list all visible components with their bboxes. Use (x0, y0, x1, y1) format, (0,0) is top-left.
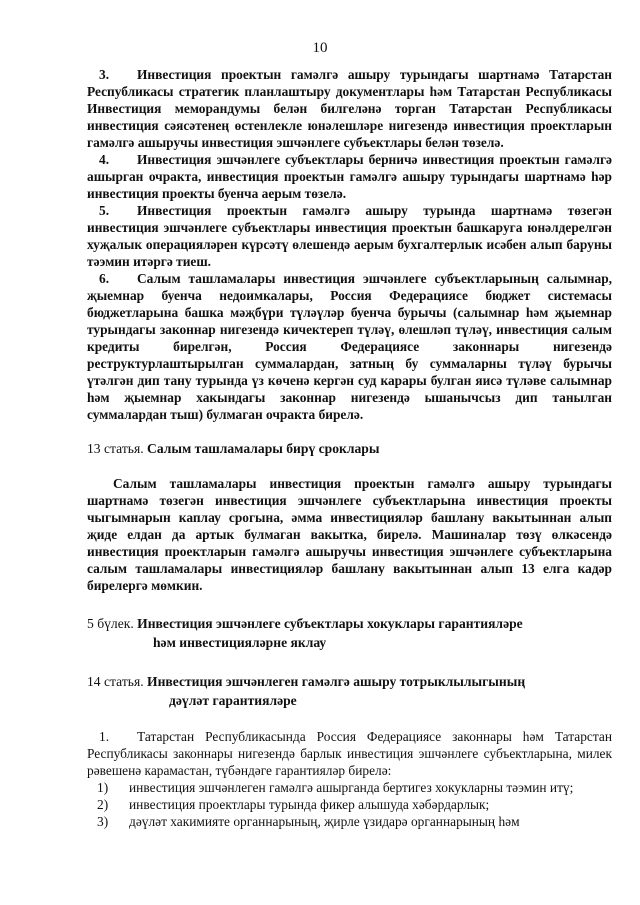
list-item (87, 779, 612, 796)
article-title: Салым ташламалары бирү сроклары (147, 441, 380, 456)
paragraph-text: Инвестиция эшчәнлеге субъектлары берничә инвестиция проектын гамәлгә ашырган очракта, инвестиция проектын гамәлгә ашыру турындагы шартнамә һәр инвестиция проекты буенча аерым төзелә. (87, 152, 612, 201)
list-item (87, 796, 612, 813)
section-5-heading (87, 614, 612, 652)
list-text: дәүләт хакимияте органнарының, җирле үзидарә органнарының һәм (129, 814, 520, 829)
article-13-heading (87, 441, 612, 457)
article-label: 14 статья. (87, 674, 144, 689)
paragraph-text: Салым ташламалары инвестиция эшчәнлеге субъектларының салымнар, җыемнар буенча недоимкалары, Россия Федерациясе бюджет системасы бюджетларына башка мәҗбүри түләүләр буенча бурычы (салымнар һәм җыемнар турындагы законнар нигезендә кичектереп түләү, өлешләп түләү, инвестиция салым кредиты бирелгән, Россия Федерациясе законнары нигезендә реструктурлаштырылган суммалардан, затның бу суммаларны түләү бурычы үтәлгән дип тану турында үз көченә кергән суд карары булган яисә түләве салымнар һәм җыемнар хакындагы законнар нигезендә ышанычсыз дип танылган суммалардан тыш) булмаган очракта бирелә. (87, 271, 612, 422)
list-text: инвестиция проектлары турында фикер алышуда хәбәрдарлык; (129, 797, 490, 812)
section-title-continued: һәм инвестицияләрне яклау (153, 635, 327, 650)
paragraph-number: 1. (99, 729, 110, 744)
list-text: инвестиция эшчәнлеген гамәлгә ашырганда бертигез хокукларны тәэмин итү; (129, 780, 574, 795)
article-14-paragraph (87, 728, 612, 779)
list-number: 3) (97, 814, 109, 829)
article-13-text: Салым ташламалары инвестиция проектын гамәлгә ашыру турындагы шартнамә төзегән инвестиция эшчәнлеге субъектларына инвестиция проекты чыгымнарын каплау срогына, әмма инвестицияләр башлану вакытыннан алып җиде елдан да артык булмаган вакытка, бирелә. Машиналар төзү өлкәсендә инвестиция проектларын гамәлгә ашыручы инвестиция эшчәнлеге субъектларына салым ташламалары инвестицияләр башлану вакытыннан алып 13 елга кадәр бирелергә мөмкин. (87, 476, 612, 593)
article-title-continued: дәүләт гарантияләре (169, 693, 297, 708)
paragraph-text: Татарстан Республикасында Россия Федерациясе законнары һәм Татарстан Республикасы законнары нигезендә барлык инвестиция эшчәнлеге субъектларына, милек рәвешенә карамастан, түбәндәге гарантияләр бирелә: (87, 729, 612, 778)
list-number: 2) (97, 797, 109, 812)
section-title: Инвестиция эшчәнлеге субъектлары хокуклары гарантияләре (137, 616, 523, 631)
paragraph-number: 3. (99, 67, 110, 82)
article-14-heading (87, 672, 612, 710)
list-item (87, 813, 612, 830)
paragraph-number: 5. (99, 203, 110, 218)
numbered-paragraph (87, 151, 612, 202)
paragraph-text: Инвестиция проектын гамәлгә ашыру турындагы шартнамә Татарстан Республикасы стратегик планлаштыру документлары һәм Татарстан Республикасы Инвестиция меморандумы белән билгеләнә торган Татарстан Республикасы инвестиция сәясәтенең өстенлекле юнәлешләре нигезендә инвестиция проектларын гамәлгә ашыручы инвестиция эшчәнлеге субъектлары белән төзелә. (87, 67, 612, 150)
document-body (87, 66, 612, 830)
paragraph-number: 4. (99, 152, 110, 167)
list-number: 1) (97, 780, 109, 795)
page-number: 10 (312, 40, 328, 56)
paragraph-text: Инвестиция проектын гамәлгә ашыру турында шартнамә төзегән инвестиция эшчәнлеге субъектлары инвестиция проектын башкаруга юнәлдерелгән хуҗалык операцияләрен күрсәтү өлешендә аерым бухгалтерлык исәбен алып баруны тәэмин итәргә тиеш. (87, 203, 612, 269)
numbered-paragraph (87, 202, 612, 270)
numbered-paragraph (87, 66, 612, 151)
paragraph-number: 6. (99, 271, 110, 286)
numbered-paragraph (87, 270, 612, 423)
section-label: 5 бүлек. (87, 616, 134, 631)
article-label: 13 статья. (87, 441, 144, 456)
article-title: Инвестиция эшчәнлеген гамәлгә ашыру тотрыклылыгының (147, 674, 526, 689)
